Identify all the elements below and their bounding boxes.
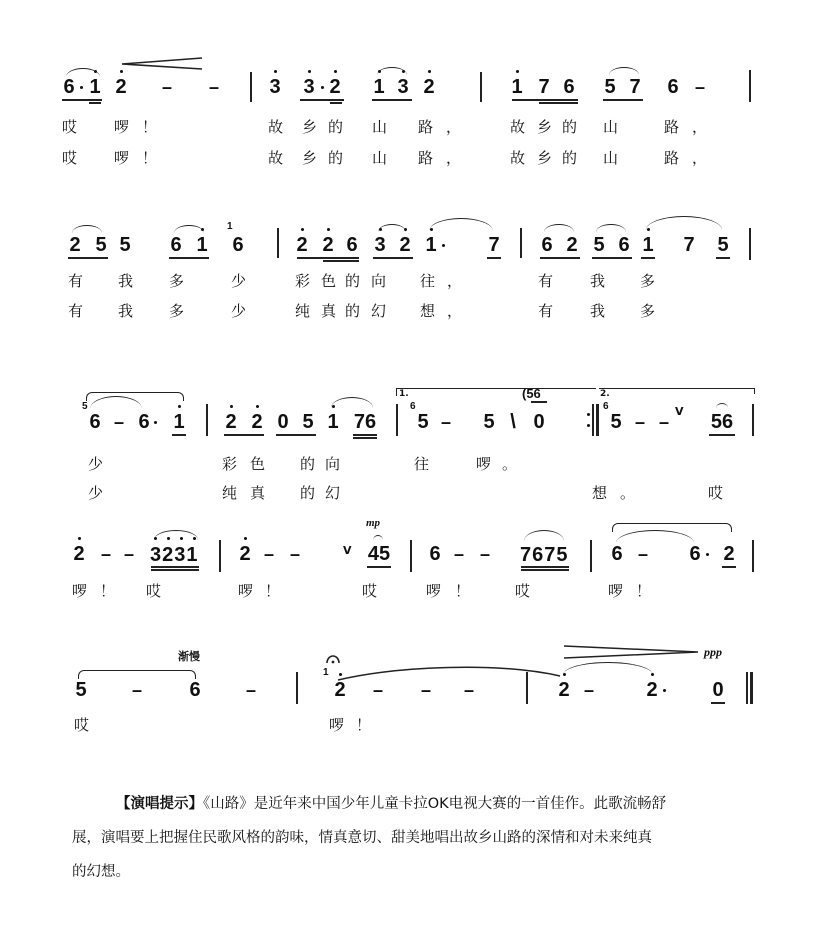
hint-line-3: 的幻想。 [72,864,130,880]
note: 6 [667,76,679,98]
slur [377,67,407,75]
augmentation-dot [706,553,709,556]
slur [72,225,102,233]
note: 5 [717,234,729,256]
note: 3 [396,77,410,97]
volta-label-1: 1. [399,389,409,399]
note: 1 [326,412,340,432]
underline [276,434,316,436]
tie [429,218,493,231]
volta-bracket-2 [599,388,755,389]
augmentation-dot [80,86,83,89]
dash: – [373,680,384,700]
rest: 0 [533,411,545,433]
note: 1 [172,412,186,432]
note: 7 [488,234,500,256]
tempo-marking: 渐慢 [178,650,200,663]
hint-heading: 【演唱提示】 [116,796,203,812]
augmentation-dot [321,86,324,89]
dash: – [695,77,706,97]
note: 45 [367,543,391,565]
underline [540,257,580,259]
note: 2 [295,235,309,255]
decrescendo-hairpin-icon [564,645,698,659]
tie [563,662,653,675]
dash: – [638,544,649,564]
underline [711,702,725,704]
dash: – [209,77,220,97]
note: 6 [563,76,575,98]
note: 76 [353,411,377,433]
note: 2 [72,544,86,564]
barline [749,70,751,102]
barline [410,540,412,572]
note: 2 [557,680,571,700]
hint-line-2: 展，演唱要上把握住民歌风格的韵味，情真意切、甜美地唱出故乡山路的深情和对未来纯真 [72,830,652,846]
underline [300,99,344,101]
underline [353,434,377,436]
slur [331,397,373,408]
note: 5 [610,411,622,433]
note: 6 [346,234,358,256]
underline [487,257,501,259]
grace-note: 6 [603,401,609,412]
phrase-bracket [78,670,196,679]
dash: – [264,544,275,564]
underline [151,569,199,571]
glissando-mark: \ [510,411,516,433]
dynamic-ppp: ppp [704,645,722,659]
barline [219,540,221,572]
final-barline-thick [750,672,753,704]
note: 1 [510,77,524,97]
barline [752,540,754,572]
slur [174,225,204,233]
augmentation-dot [663,689,666,692]
dash: – [635,412,646,432]
note: 5 [302,411,314,433]
note: 1 [88,77,102,97]
note: 2 [114,77,128,97]
crescendo-hairpin-icon [122,57,202,71]
slur [609,67,639,75]
barline [520,228,522,258]
note: 6 [429,543,441,565]
note: 2 [69,234,81,256]
dash: – [464,680,475,700]
dash: – [101,544,112,564]
barline [749,228,751,260]
note: 2 [238,544,252,564]
underline [367,566,391,568]
dash: – [132,680,143,700]
note-group: 7675 [520,544,569,566]
dash: – [162,77,173,97]
dash: – [421,680,432,700]
dash: – [454,544,465,564]
underline [603,99,643,101]
barline [526,672,528,704]
underline [224,434,264,436]
volta-label-2: 2. [600,389,610,399]
note: 6 [138,411,150,433]
note: 5 [593,234,605,256]
barline [396,404,398,436]
underline [512,99,578,101]
repeat-dot [587,413,590,416]
slur [646,216,722,230]
slur [544,224,574,232]
final-barline-thin [746,672,748,704]
underline [722,566,736,568]
dash: – [659,412,670,432]
parenthesized-pickup: (56 [522,386,541,401]
augmentation-dot [154,421,157,424]
note: 7 [683,234,695,256]
underline [641,257,655,259]
note: 6 [63,76,75,98]
dash: – [290,544,301,564]
underline [716,257,730,259]
underline [521,566,569,568]
underline [323,260,359,262]
underline [539,102,578,104]
underline [297,257,359,259]
slur [716,403,728,408]
note: 1 [424,235,438,255]
note: 6 [541,234,553,256]
note: 5 [483,411,495,433]
note: 1 [195,235,209,255]
note: 6 [232,234,244,256]
barline [277,228,279,258]
barline [206,404,208,436]
note: 5 [417,411,429,433]
note: 5 [604,76,616,98]
note: 6 [189,679,201,701]
barline [250,72,252,102]
sheet-music-page: 6 1 2 – – 3 3 2 1 3 2 1 7 6 5 7 6 – 哎 啰 ！ 故 乡 的 山 路 ， 故 乡 的 山 路 ， 哎 啰 ！ 故 乡 的 山 路 ， 故 乡 的 山 路 ， 2 5 5 6 1 1 6 2 2 6 3 2 1 7 6 2 5 6 1 7 5 有 我 多 少 彩 色 的 向 往 ， 有 我 多 有 我 多 少 纯 真 的 幻 想 ， 有 我 多 5 6 – 6 1 2 2 0 5 1 76 1. 6 5 – 5 \ 0 (56 2. 6 5 – – V 56 少 彩 色 的 向 往 啰 。 少 纯 真 的 幻 想 。 哎 2 – – 3231 2 – – V mp 45 6 – – 7675 6 – 6 2 啰 ！ 哎 啰 ！ 哎 啰 ！ 哎 啰 ！ 渐慢 5 – 6 – 1 2 – – – ppp 2 – 2 0 哎 啰 ！ 【演唱提示】《山路》是近年来中国少年儿童卡拉OK电视大赛的一首佳作。此歌流畅舒 展，演唱要上把握住民歌风格的韵味，情真意切、甜美地唱出故乡山路的深情和对未来纯真 的幻想。 [0,0,822,950]
note: 6 [689,543,701,565]
note: 2 [224,412,238,432]
barline [480,72,482,102]
note: 2 [333,680,347,700]
dash: – [584,680,595,700]
underline [172,434,186,436]
note: 7 [629,76,641,98]
grace-note: 1 [227,221,233,232]
repeat-dot [587,424,590,427]
note: 0 [277,411,289,433]
barline [590,540,592,572]
grace-note: 5 [82,401,88,412]
dynamic-mp: mp [366,517,381,529]
underline [62,99,102,101]
note: 3 [268,77,282,97]
underline [521,569,569,571]
note-group: 3231 [150,544,199,566]
note: 2 [398,235,412,255]
note: 5 [95,234,107,256]
note: 5 [119,234,131,256]
slur [378,224,406,232]
underline [592,257,632,259]
underline [531,401,547,403]
rest: 0 [712,679,724,701]
note: 2 [645,680,659,700]
note: 7 [538,76,550,98]
note: 6 [170,234,182,256]
note: 2 [250,412,264,432]
repeat-barline-thin [592,404,594,436]
underline [89,102,101,104]
note: 3 [373,235,387,255]
underline [353,437,377,439]
note: 2 [328,77,342,97]
note: 2 [566,234,578,256]
volta-bracket-1-edge [396,388,397,396]
note: 1 [641,235,655,255]
underline [68,257,108,259]
volta-bracket-2-edge [754,388,755,394]
note: 6 [611,543,623,565]
slur [373,535,383,540]
repeat-barline-thick [596,404,599,436]
volta-bracket-1 [396,388,596,389]
barline [296,672,298,704]
breath-mark: V [343,544,352,557]
note: 2 [422,77,436,97]
underline [151,566,199,568]
note: 2 [321,235,335,255]
slur [596,224,626,232]
grace-note: 6 [410,401,416,412]
grace-note: 1 [323,667,329,678]
underline [169,257,209,259]
note: 6 [618,234,630,256]
underline [372,99,412,101]
note: 6 [89,411,101,433]
augmentation-dot [442,244,445,247]
note: 56 [710,411,734,433]
dash: – [246,680,257,700]
dash: – [124,544,135,564]
note: 3 [302,77,316,97]
breath-mark: V [675,405,684,418]
underline [330,102,342,104]
dash: – [114,412,125,432]
slur [154,530,198,540]
barline [752,404,754,436]
note: 1 [372,77,386,97]
underline [373,257,413,259]
note: 2 [723,543,735,565]
slur [524,530,564,541]
dash: – [480,544,491,564]
note: 5 [75,679,87,701]
hint-line-1: 【演唱提示】《山路》是近年来中国少年儿童卡拉OK电视大赛的一首佳作。此歌流畅舒 [116,796,667,812]
underline [709,434,735,436]
dash: – [441,412,452,432]
